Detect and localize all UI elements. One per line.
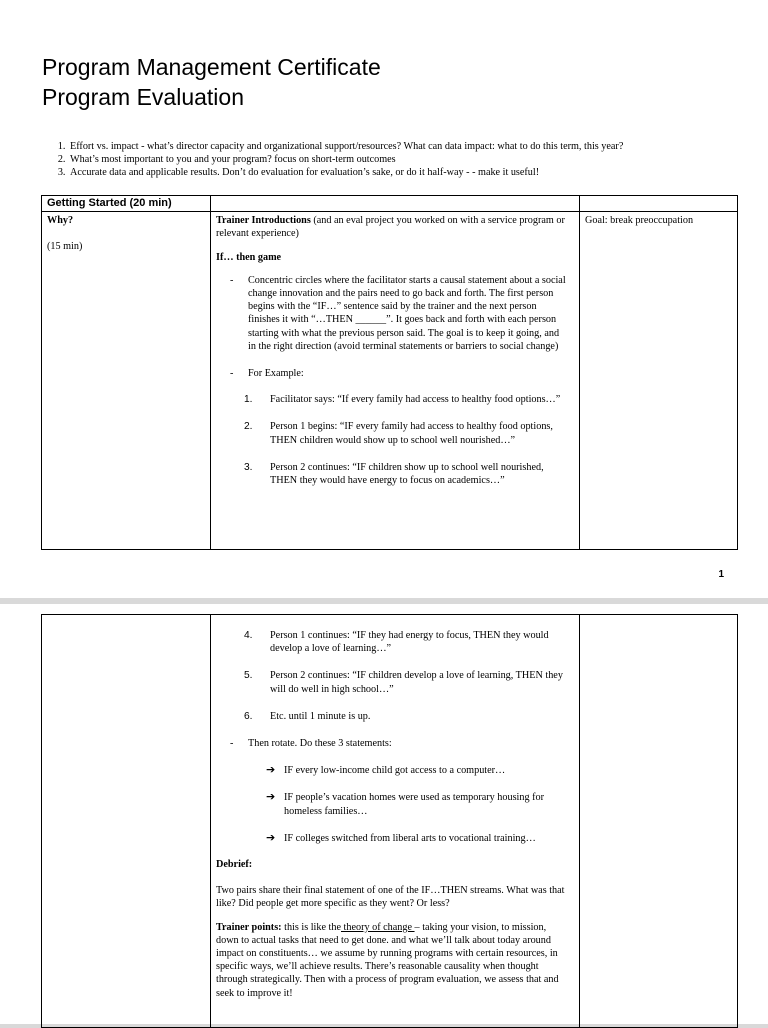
agenda-table-continued bbox=[41, 614, 738, 1028]
arrow-icon: ➔ bbox=[266, 830, 276, 844]
agenda-table bbox=[41, 195, 738, 550]
example-item: 1. Facilitator says: “If every family had access to healthy food options…” bbox=[244, 394, 561, 406]
intro-list bbox=[42, 140, 768, 180]
activity-cell bbox=[211, 615, 580, 1028]
intro-item: 2. What’s most important to you and your program? focus on short-term outcomes bbox=[68, 153, 768, 166]
trainer-introductions: Trainer Introductions (and an eval project you worked on with a service program or relevant experience) bbox=[216, 215, 565, 240]
statement-item: ➔ IF people’s vacation homes were used as temporary housing for homeless families… bbox=[266, 790, 544, 817]
section-header: Getting Started (20 min) bbox=[42, 196, 211, 212]
table-row bbox=[42, 212, 738, 550]
why-label: Why? bbox=[47, 215, 74, 227]
list-item: - Concentric circles where the facilitator starts a causal statement about a social change innovation and the pairs need to go back and forth. The first person begins with the “IF…” sentence said by the trainer and the next person finishes it with “…THEN ______”. It goes back and forth with each person starting with what the previous person said. The goal is to keep it going, and in the right direction (avoid terminal statements or barriers to social change) bbox=[230, 274, 566, 352]
page-number: 1 bbox=[718, 569, 724, 580]
list-item: - Then rotate. Do these 3 statements: bbox=[230, 738, 392, 750]
goal-text: Goal: break preoccupation bbox=[585, 215, 694, 227]
arrow-icon: ➔ bbox=[266, 790, 276, 804]
debrief-title: Debrief: bbox=[216, 859, 253, 871]
document-subtitle: Program Evaluation bbox=[42, 84, 244, 110]
table-row bbox=[42, 615, 738, 1028]
example-item: 6. Etc. until 1 minute is up. bbox=[244, 710, 371, 722]
table-header-row bbox=[42, 196, 738, 212]
activity-cell bbox=[211, 212, 580, 550]
empty-cell bbox=[580, 615, 738, 1028]
example-item: 3. Person 2 continues: “IF children show up to school well nourished, THEN they would have energy to focus on academics…” bbox=[244, 461, 544, 487]
document-page-2 bbox=[0, 604, 768, 1024]
statement-item: ➔ IF every low-income child got access to a computer… bbox=[266, 763, 506, 777]
list-item: - For Example: bbox=[230, 368, 304, 380]
why-time: (15 min) bbox=[47, 241, 83, 253]
empty-cell bbox=[211, 196, 580, 212]
example-item: 5. Person 2 continues: “IF children develop a love of learning, THEN they will do well in high school…” bbox=[244, 670, 563, 695]
empty-cell bbox=[42, 615, 211, 1028]
goal-cell bbox=[580, 212, 738, 550]
why-cell bbox=[42, 212, 211, 550]
example-item: 2. Person 1 begins: “IF every family had access to healthy food options, THEN children would show up to school well nourished…” bbox=[244, 421, 553, 446]
game-title: If… then game bbox=[216, 251, 282, 263]
example-item: 4. Person 1 continues: “IF they had energy to focus, THEN they would develop a love of learning…” bbox=[244, 630, 549, 655]
arrow-icon: ➔ bbox=[266, 763, 276, 777]
intro-item: 1. Effort vs. impact - what’s director capacity and organizational support/resources? What can data impact: what to do this term, this year? bbox=[68, 140, 768, 153]
document-title: Program Management Certificate bbox=[42, 54, 381, 80]
intro-item: 3. Accurate data and applicable results. Don’t do evaluation for evaluation’s sake, or do it half-way - - make it useful! bbox=[68, 166, 768, 179]
debrief-text: Two pairs share their final statement of one of the IF…THEN streams. What was that like? Did people get more specific as they went? Or less? bbox=[216, 885, 565, 910]
statement-item: ➔ IF colleges switched from liberal arts to vocational training… bbox=[266, 830, 536, 844]
trainer-points: Trainer points: this is like the theory of change – taking your vision, to mission, down to actual tasks that need to get done. and what we’ll talk about today around impact on constituents… we assume by running programs with certain resources, in specific ways, we’ll achieve results. There’s reasonable causality when thought through strategically. Then with a process of program evaluation, we assess that and seek to improve it! bbox=[216, 921, 559, 999]
empty-cell bbox=[580, 196, 738, 212]
